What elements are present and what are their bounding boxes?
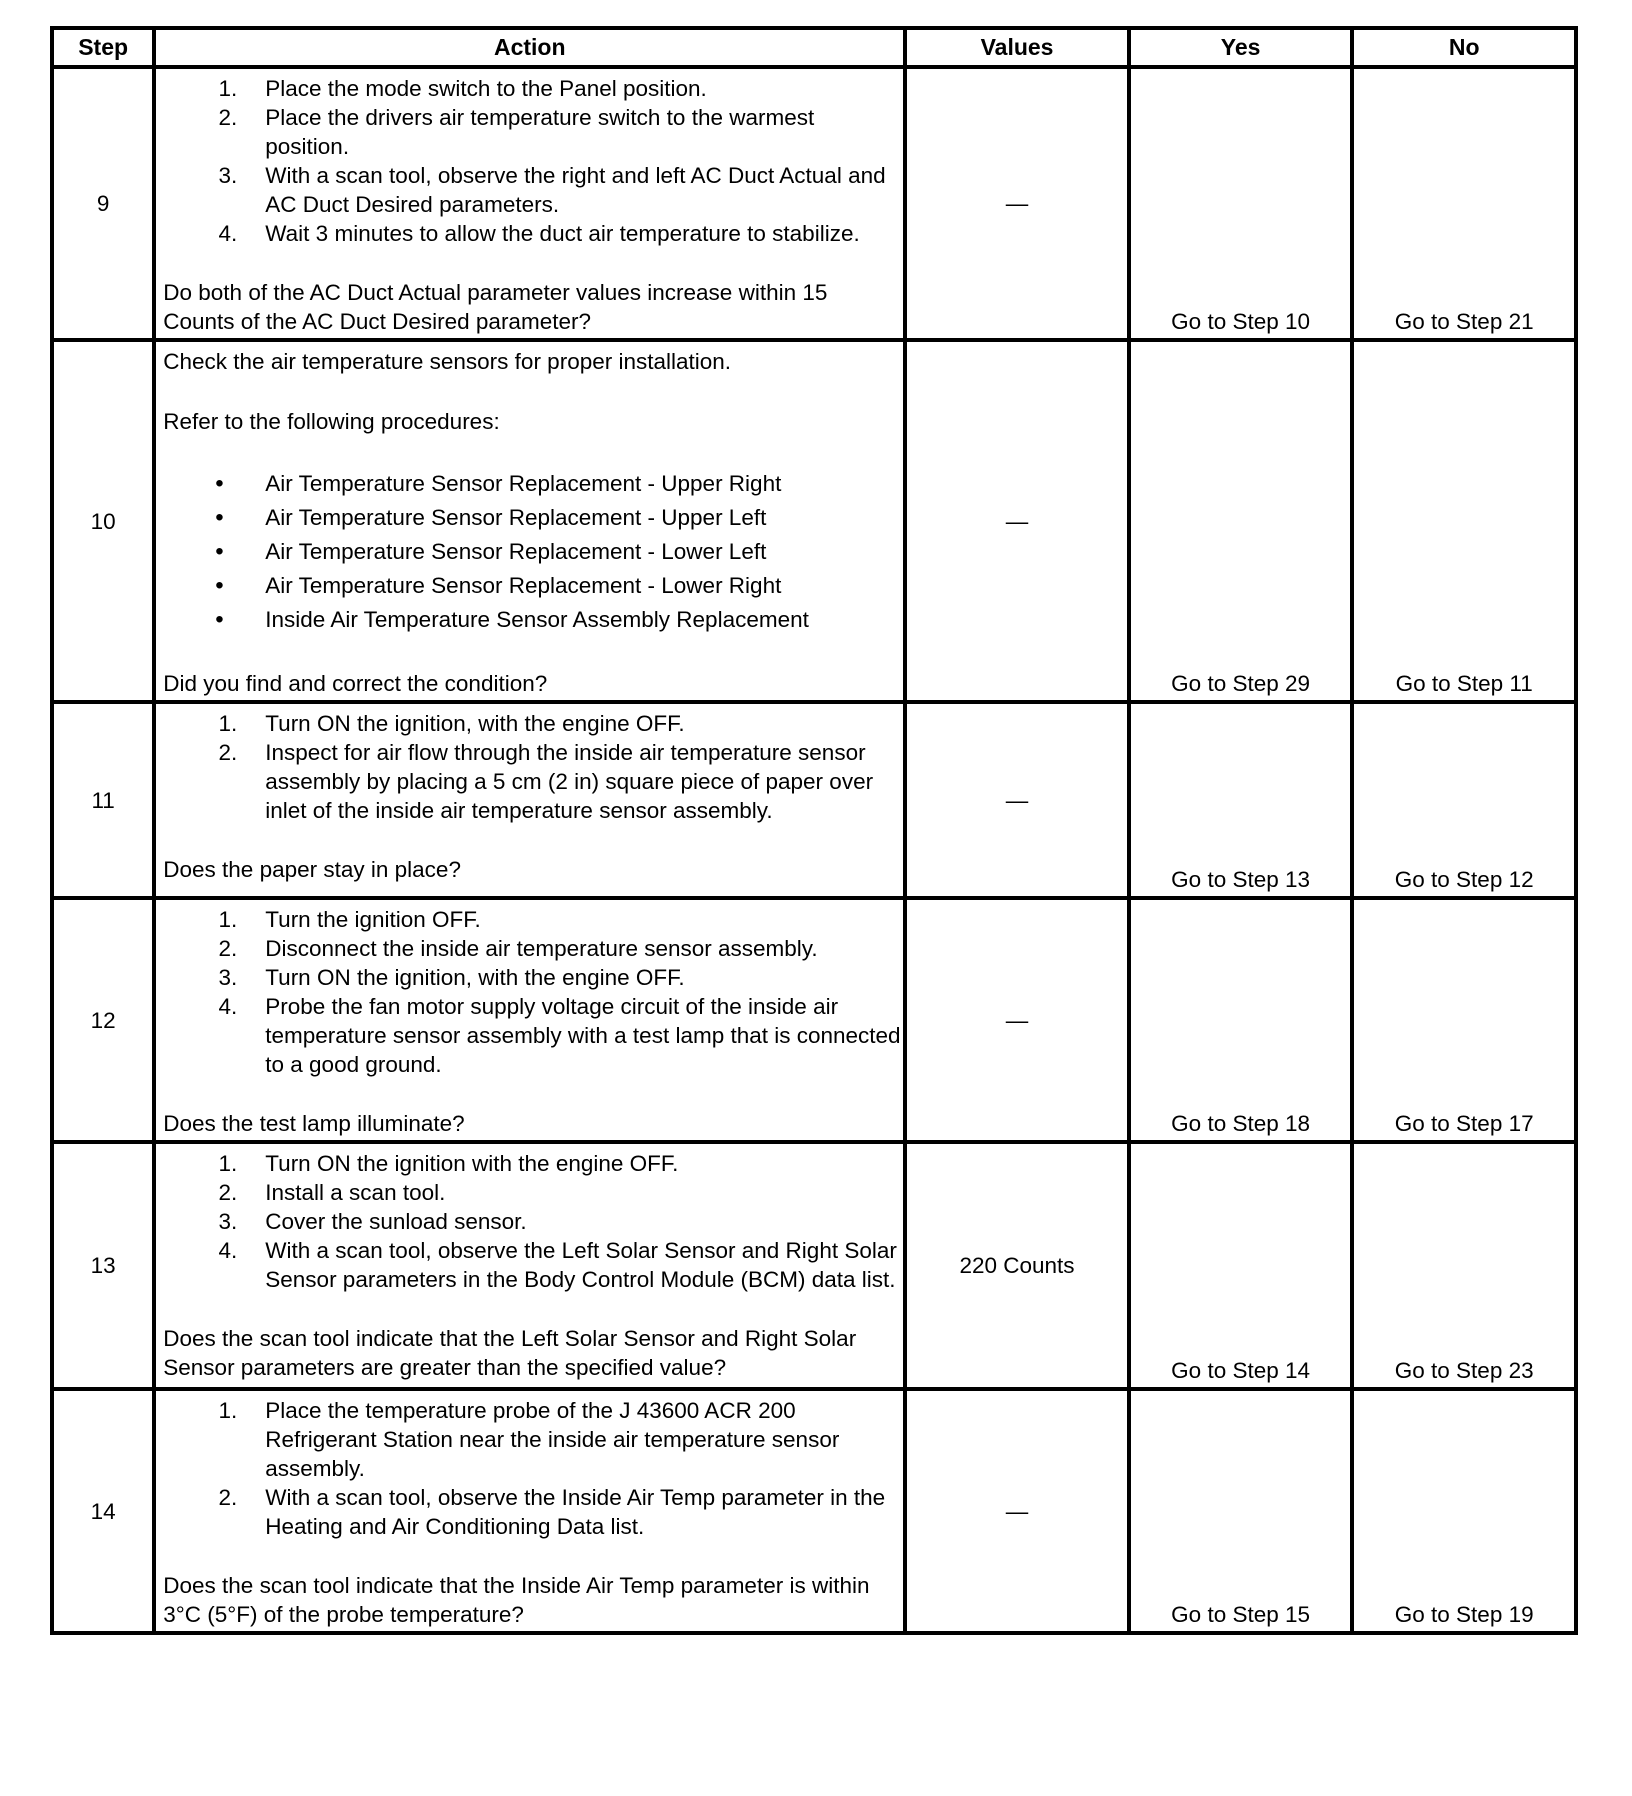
- step-number: 9: [52, 67, 154, 340]
- table-row-step-10: [52, 340, 1576, 702]
- action-cell: [154, 702, 905, 898]
- action-step: Turn ON the ignition with the engine OFF.: [265, 1151, 679, 1176]
- action-step: Place the mode switch to the Panel position.: [265, 76, 707, 101]
- action-question: Does the paper stay in place?: [163, 857, 461, 882]
- action-step: Probe the fan motor supply voltage circuit of the inside air temperature sensor assembly with a test lamp that is connected to a good ground.: [265, 994, 901, 1077]
- action-step: Cover the sunload sensor.: [265, 1209, 527, 1234]
- action-step: Inspect for air flow through the inside air temperature sensor assembly by placing a 5 cm (2 in) square piece of paper over inlet of the inside air temperature sensor assembly.: [265, 740, 874, 823]
- action-steps: [163, 709, 901, 825]
- action-steps: [163, 74, 901, 248]
- procedure-item: • Air Temperature Sensor Replacement - Upper Right: [163, 469, 901, 498]
- step-number: 12: [52, 898, 154, 1142]
- step-number: 11: [52, 702, 154, 898]
- header-action: Action: [154, 28, 905, 67]
- procedure-item: • Air Temperature Sensor Replacement - Upper Left: [163, 503, 901, 532]
- yes-result: Go to Step 13: [1129, 702, 1353, 898]
- value-cell: —: [905, 67, 1129, 340]
- action-step: Turn ON the ignition, with the engine OFF.: [265, 965, 685, 990]
- header-row: [52, 28, 1576, 67]
- action-steps: [163, 1396, 901, 1541]
- procedure-list: [163, 469, 901, 634]
- action-step: Install a scan tool.: [265, 1180, 446, 1205]
- no-result: Go to Step 19: [1352, 1389, 1576, 1633]
- action-step: Place the drivers air temperature switch to the warmest position.: [265, 105, 815, 159]
- action-cell: [154, 67, 905, 340]
- diagnostic-table: [50, 26, 1578, 1635]
- action-question: Does the scan tool indicate that the Inside Air Temp parameter is within 3°C (5°F) of the probe temperature?: [163, 1573, 870, 1627]
- action-step: Disconnect the inside air temperature sensor assembly.: [265, 936, 818, 961]
- action-step: With a scan tool, observe the Inside Air Temp parameter in the Heating and Air Conditioning Data list.: [265, 1485, 886, 1539]
- yes-result: Go to Step 29: [1129, 340, 1353, 702]
- procedure-item: • Inside Air Temperature Sensor Assembly Replacement: [163, 605, 901, 634]
- action-question: Did you find and correct the condition?: [163, 671, 548, 696]
- header-step: Step: [52, 28, 154, 67]
- action-step: With a scan tool, observe the Left Solar Sensor and Right Solar Sensor parameters in the Body Control Module (BCM) data list.: [265, 1238, 897, 1292]
- action-cell: [154, 1389, 905, 1633]
- action-question: Does the test lamp illuminate?: [163, 1111, 465, 1136]
- value-cell: —: [905, 1389, 1129, 1633]
- table-row-step-14: [52, 1389, 1576, 1633]
- table-row-step-9: [52, 67, 1576, 340]
- table-row-step-11: [52, 702, 1576, 898]
- action-step: Wait 3 minutes to allow the duct air temperature to stabilize.: [265, 221, 860, 246]
- action-step: Place the temperature probe of the J 43600 ACR 200 Refrigerant Station near the inside air temperature sensor assembly.: [265, 1398, 840, 1481]
- step-number: 13: [52, 1142, 154, 1389]
- table-row-step-12: [52, 898, 1576, 1142]
- action-question: Does the scan tool indicate that the Left Solar Sensor and Right Solar Sensor parameters are greater than the specified value?: [163, 1326, 857, 1380]
- no-result: Go to Step 17: [1352, 898, 1576, 1142]
- value-cell: —: [905, 702, 1129, 898]
- action-steps: [163, 905, 901, 1079]
- procedure-item: • Air Temperature Sensor Replacement - Lower Right: [163, 571, 901, 600]
- action-question: Do both of the AC Duct Actual parameter values increase within 15 Counts of the AC Duct Desired parameter?: [163, 280, 828, 334]
- value-cell: —: [905, 340, 1129, 702]
- yes-result: Go to Step 15: [1129, 1389, 1353, 1633]
- step-number: 10: [52, 340, 154, 702]
- action-cell: [154, 340, 905, 702]
- yes-result: Go to Step 10: [1129, 67, 1353, 340]
- action-intro: Check the air temperature sensors for proper installation.: [163, 349, 732, 374]
- procedure-item: • Air Temperature Sensor Replacement - Lower Left: [163, 537, 901, 566]
- no-result: Go to Step 21: [1352, 67, 1576, 340]
- action-cell: [154, 898, 905, 1142]
- no-result: Go to Step 23: [1352, 1142, 1576, 1389]
- no-result: Go to Step 12: [1352, 702, 1576, 898]
- value-cell: —: [905, 898, 1129, 1142]
- action-steps: [163, 1149, 901, 1294]
- action-step: Turn the ignition OFF.: [265, 907, 481, 932]
- no-result: Go to Step 11: [1352, 340, 1576, 702]
- action-cell: [154, 1142, 905, 1389]
- header-yes: Yes: [1129, 28, 1353, 67]
- action-step: Turn ON the ignition, with the engine OFF.: [265, 711, 685, 736]
- action-step: With a scan tool, observe the right and left AC Duct Actual and AC Duct Desired parameters.: [265, 163, 886, 217]
- table-row-step-13: [52, 1142, 1576, 1389]
- yes-result: Go to Step 18: [1129, 898, 1353, 1142]
- step-number: 14: [52, 1389, 154, 1633]
- header-values: Values: [905, 28, 1129, 67]
- yes-result: Go to Step 14: [1129, 1142, 1353, 1389]
- diagnostic-document: [50, 26, 1578, 1635]
- value-cell: 220 Counts: [905, 1142, 1129, 1389]
- action-refer: Refer to the following procedures:: [163, 409, 500, 434]
- header-no: No: [1352, 28, 1576, 67]
